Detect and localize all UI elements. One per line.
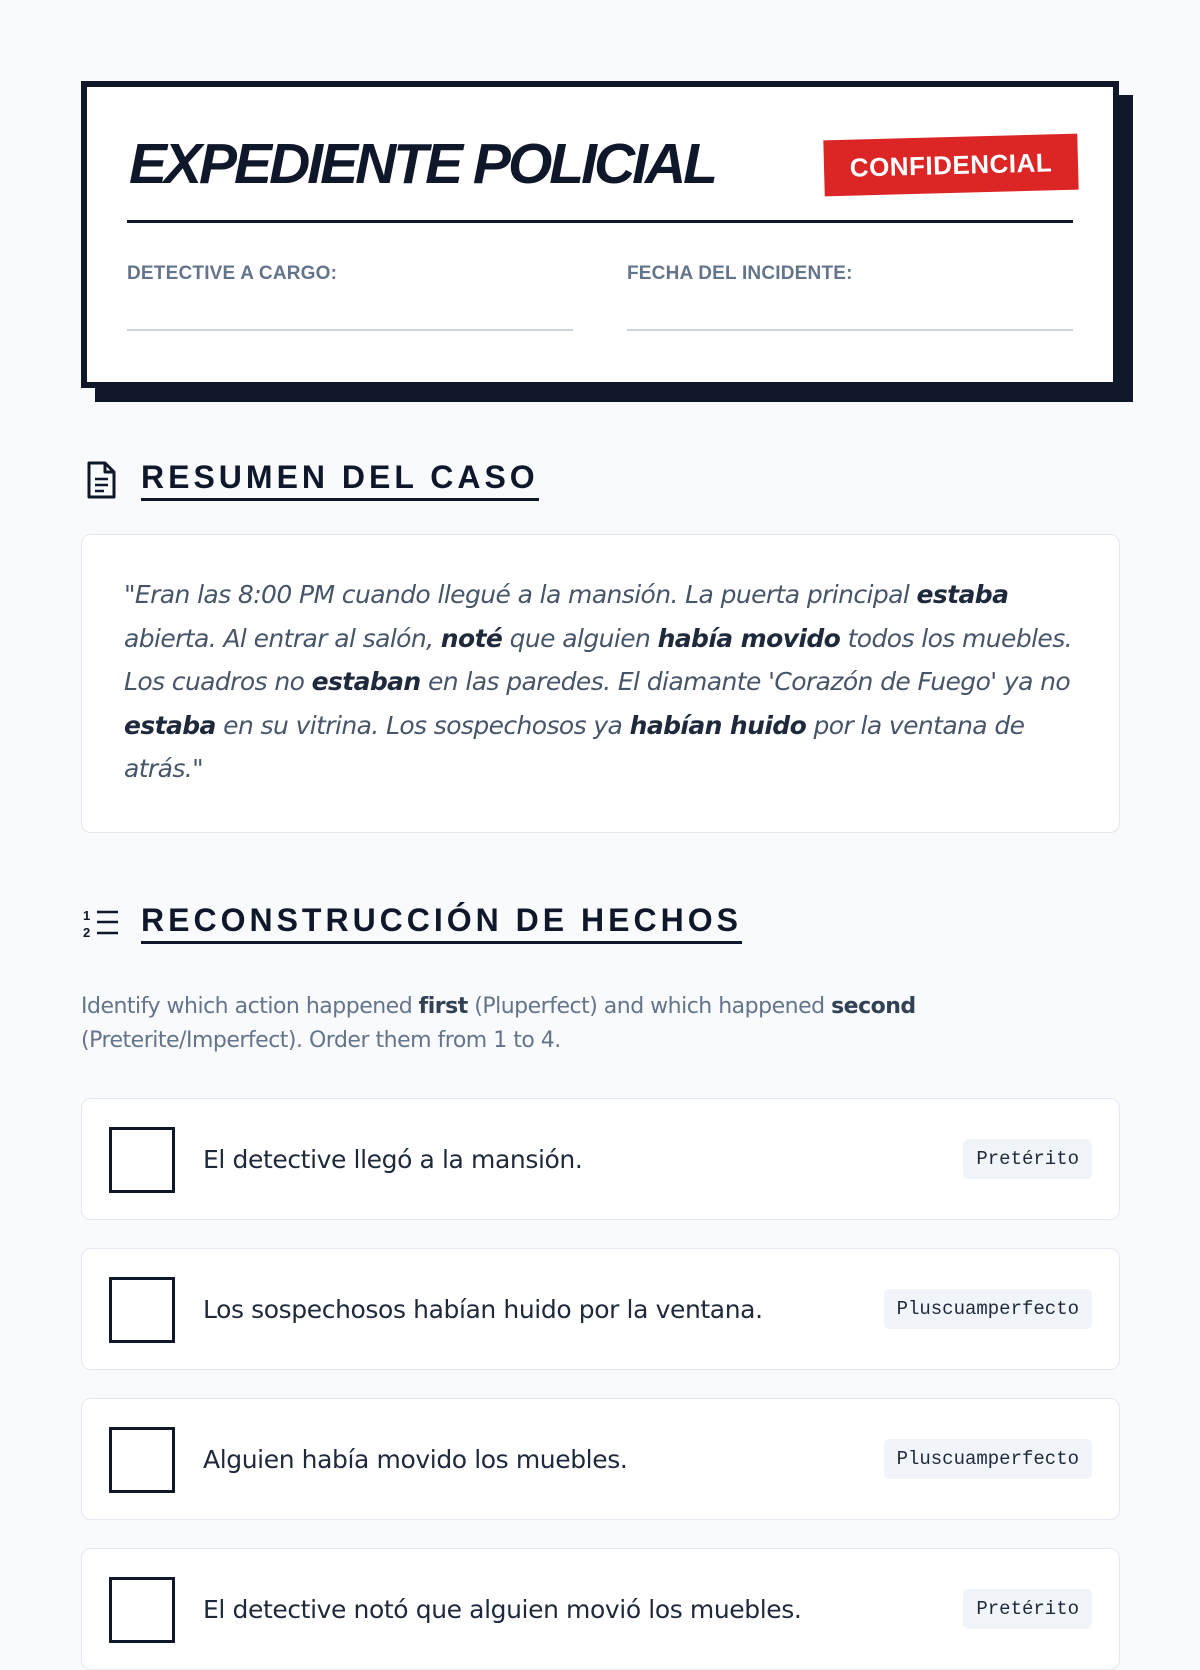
summary-emphasis: habían huido [629,710,807,740]
tense-badge: Pluscuamperfecto [884,1439,1092,1479]
detective-label: DETECTIVE A CARGO: [127,263,338,284]
tense-badge: Pretérito [963,1139,1092,1179]
summary-emphasis: estaban [311,667,421,696]
svg-text:2: 2 [83,925,91,940]
summary-segment: que alguien [502,623,658,653]
summary-segment: todos los muebles. Los cuadros no [124,623,1072,696]
summary-emphasis: estaba [124,710,216,740]
summary-segment: en su vitrina. Los sospechosos ya [215,710,630,740]
header-divider [127,220,1073,223]
tense-badge: Pretérito [963,1589,1092,1629]
summary-segment: abierta. Al entrar al salón, [124,623,441,653]
summary-emphasis: noté [440,623,503,653]
instructions-part: (Preterite/Imperfect). Order them from 1 to 4. [81,1028,561,1053]
reconstruction-section-heading [81,902,742,944]
summary-section-heading [81,459,539,501]
order-checkbox[interactable] [109,1427,175,1493]
numbered-list-icon [81,903,121,943]
order-checkbox[interactable] [109,1577,175,1643]
event-item [81,1098,1120,1220]
reconstruction-heading-text: RECONSTRUCCIÓN DE HECHOS [141,902,742,944]
page-title: EXPEDIENTE POLICIAL [129,132,715,196]
confidential-stamp: CONFIDENCIAL [823,134,1078,197]
document-icon [81,460,121,500]
summary-emphasis: había movido [657,623,841,653]
event-item [81,1548,1120,1670]
instructions-part: (Pluperfect) and which happened [467,994,832,1019]
summary-heading-text: RESUMEN DEL CASO [141,459,539,501]
order-checkbox[interactable] [109,1277,175,1343]
incident-date-label: FECHA DEL INCIDENTE: [627,263,853,284]
event-item [81,1248,1120,1370]
case-summary-text [81,534,1120,833]
detective-field[interactable] [127,263,573,285]
tense-badge: Pluscuamperfecto [884,1289,1092,1329]
event-text: El detective notó que alguien movió los muebles. [203,1594,802,1624]
instructions-emphasis-first: first [418,994,468,1019]
detective-input-line[interactable] [127,329,573,331]
event-text: Alguien había movido los muebles. [203,1444,628,1474]
incident-date-field[interactable] [627,263,1073,285]
event-text: Los sospechosos habían huido por la ventana. [203,1294,763,1324]
order-checkbox[interactable] [109,1127,175,1193]
summary-segment: en las paredes. El diamante 'Corazón de Fuego' ya no [420,667,1071,696]
instructions-part: Identify which action happened [81,994,419,1019]
svg-text:1: 1 [83,908,91,923]
instructions-text [81,990,1081,1058]
case-file-header [81,81,1119,388]
summary-emphasis: estaba [916,580,1009,609]
summary-segment: "Eran las 8:00 PM cuando llegué a la mansión. La puerta principal [124,580,917,609]
event-text: El detective llegó a la mansión. [203,1144,583,1174]
incident-date-input-line[interactable] [627,329,1073,331]
summary-segment: por la ventana de atrás." [124,710,1025,783]
event-item [81,1398,1120,1520]
instructions-emphasis-second: second [831,994,916,1019]
